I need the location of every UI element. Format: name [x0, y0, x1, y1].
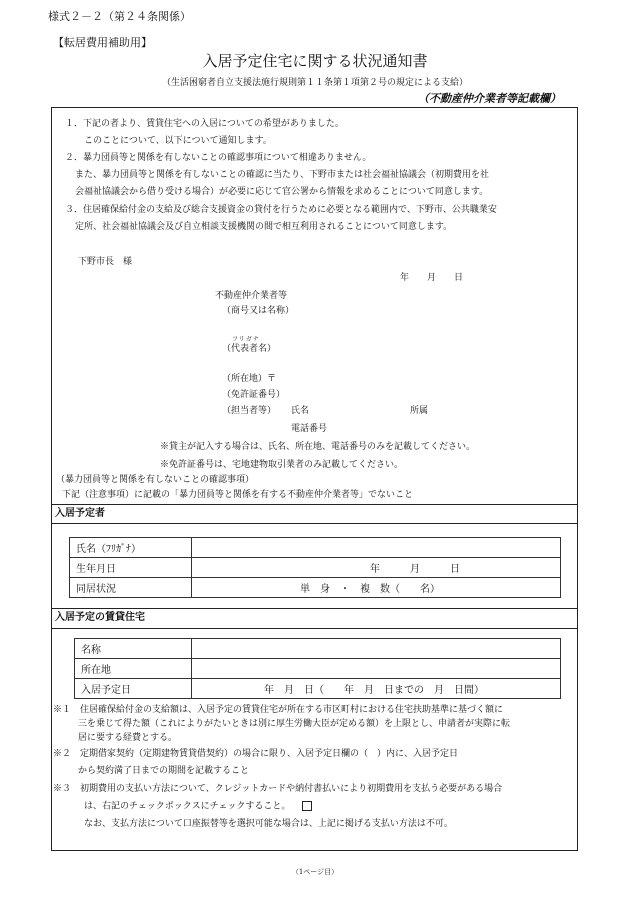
birthdate-field[interactable]: 年 月 日 [192, 558, 561, 578]
table-row [75, 679, 561, 699]
divider [51, 523, 578, 524]
tenant-table [69, 537, 561, 598]
table-row [75, 639, 561, 659]
intro-line: １．下記の者より、賃貸住宅への入居についての希望がありました。 [65, 119, 344, 129]
intro-line: また、暴力団員等と関係を有しないことの確認に当たり、下野市または社会福祉協議会（初期費用を社 [75, 170, 490, 180]
name-label: 氏名 [291, 406, 310, 416]
footnote-1-cont: 居に要する経費とする。 [78, 733, 178, 743]
agent-note: （不動産仲介業者等記載欄） [418, 92, 561, 105]
footnote-1: ※１ 住居確保給付金の支給額は、入居予定の賃貸住宅が所在する市区町村における住宅扶助基準に基づく額に [53, 705, 504, 715]
housing-address-label: 所在地 [75, 659, 192, 679]
table-row [70, 578, 561, 598]
table-row [70, 558, 561, 578]
housing-name-field[interactable] [192, 639, 561, 659]
license-label: （免許証番号） [222, 390, 286, 400]
household-field[interactable]: 単 身 ・ 複 数（ 名） [192, 578, 561, 598]
note-check-text: 下記（注意事項）に記載の「暴力団員等と関係を有する不動産仲介業者等」でないこと [62, 490, 414, 500]
footnote-3: ※３ 初期費用の支払い方法について、クレジットカードや納付書払いにより初期費用を支払う必要がある場合 [53, 784, 503, 794]
form-category: 【転居費用補助用】 [53, 36, 152, 49]
document-title: 入居予定住宅に関する状況通知書 [202, 52, 428, 70]
furigana-label: フリガナ [232, 336, 260, 343]
footnote-3-cont [84, 801, 312, 813]
form-number: 様式２－２（第２４条関係） [48, 10, 191, 23]
address-label: （所在地）〒 [222, 374, 277, 384]
housing-table [74, 638, 561, 699]
page-number: （1ページ目） [291, 868, 339, 876]
document-subtitle: （生活困窮者自立支援法施行規則第１１条第１項第２号の規定による支給） [161, 78, 468, 88]
contact-person-label: （担当者等） [222, 406, 277, 416]
tenant-name-label: 氏名（ﾌﾘｶﾞﾅ） [70, 538, 192, 558]
tenant-section-title: 入居予定者 [55, 508, 105, 519]
divider [51, 628, 578, 629]
intro-line: 会福祉協議会から借り受ける場合）が必要に応じて官公署から情報を求めることについて同意します。 [75, 187, 489, 197]
tenant-name-field[interactable] [192, 538, 561, 558]
table-row [70, 538, 561, 558]
payment-method-checkbox[interactable] [302, 801, 312, 811]
note-license: ※免許証番号は、宅地建物取引業者のみ記載してください。 [160, 460, 404, 470]
footnote-2-cont: から契約満了日までの期間を記載すること [78, 766, 250, 776]
intro-line: このことについて、以下について通知します。 [84, 136, 272, 146]
phone-label: 電話番号 [291, 424, 328, 434]
divider [51, 504, 578, 505]
birthdate-label: 生年月日 [70, 558, 192, 578]
footnote-1-cont: 三を乗じて得た額（これによりがたいときは別に厚生労働大臣が定める額）を上限とし、申請者が実際に転 [78, 719, 511, 729]
representative-label: （代表者名） [222, 344, 277, 354]
table-row [75, 659, 561, 679]
intro-line: 定所、社会福祉協議会及び自立相談支援機関の間で相互利用されることについて同意します。 [75, 222, 453, 232]
footnote-3-text: は、右記のチェックボックスにチェックすること。 [84, 801, 291, 812]
divider [51, 608, 578, 609]
footnote-2: ※２ 定期借家契約（定期建物賃貸借契約）の場合に限り、入居予定日欄の（ ）内に、入居予定日 [53, 749, 459, 759]
footnote-3-note: なお、支払方法について口座振替等を選択可能な場合は、上記に掲げる支払い方法は不可。 [84, 819, 453, 829]
move-in-date-label: 入居予定日 [75, 679, 192, 699]
date-line: 年 月 日 [400, 273, 464, 283]
intro-line: ３．住居確保給付金の支給及び総合支援資金の貸付を行うために必要となる範囲内で、下野市、公共職業安 [65, 205, 497, 215]
intro-line: ２．暴力団員等と関係を有しないことの確認事項について相違ありません。 [65, 153, 372, 163]
move-in-date-field[interactable]: 年 月 日（ 年 月 日までの 月 日間） [192, 679, 561, 699]
addressee: 下野市長 様 [78, 257, 133, 267]
housing-section-title: 入居予定の賃貸住宅 [55, 612, 145, 623]
dept-label: 所属 [410, 406, 429, 416]
note-check-heading: （暴力団員等と関係を有しないことの確認事項） [56, 475, 255, 485]
note-landlord: ※貸主が記入する場合は、氏名、所在地、電話番号のみを記載してください。 [160, 442, 476, 452]
housing-address-field[interactable] [192, 659, 561, 679]
trade-name-label: （商号又は名称） [222, 306, 295, 316]
household-label: 同居状況 [70, 578, 192, 598]
housing-name-label: 名称 [75, 639, 192, 659]
agent-heading: 不動産仲介業者等 [215, 291, 288, 301]
